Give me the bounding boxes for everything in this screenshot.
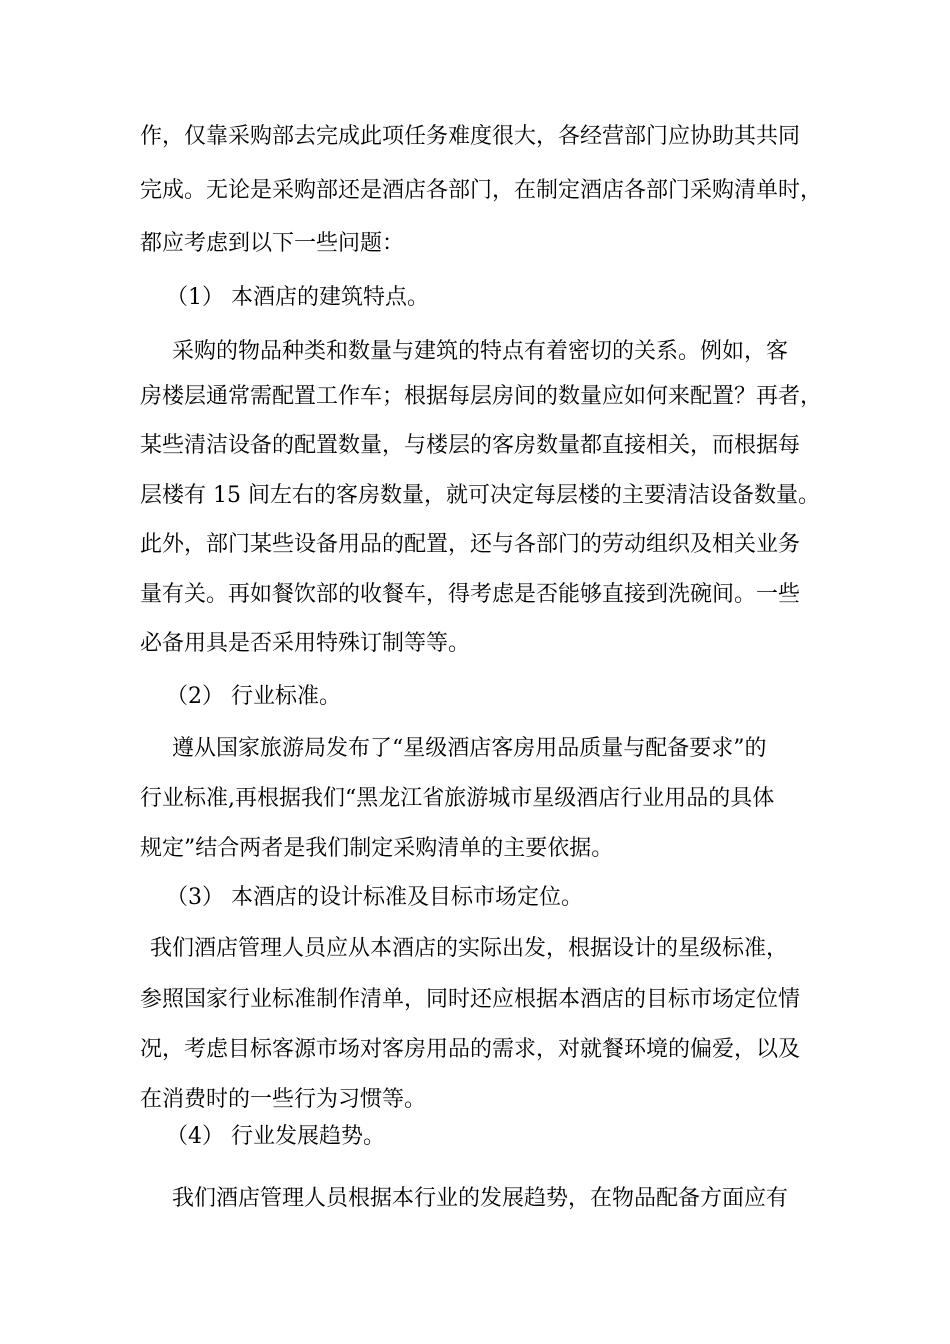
section-heading: （1） 本酒店的建筑特点。 <box>166 285 429 310</box>
text-line: 此外，部门某些设备用品的配置，还与各部门的劳动组织及相关业务 <box>140 532 801 557</box>
text-line: 在消费时的一些行为习惯等。 <box>140 1087 427 1112</box>
text-line: 作，仅靠采购部去完成此项任务难度很大，各经营部门应协助其共同 <box>140 124 801 149</box>
text-line: 行业标准,再根据我们“黑龙江省旅游城市星级酒店行业用品的具体 <box>140 786 775 811</box>
text-line: 必备用具是否采用特殊订制等等。 <box>140 631 471 656</box>
text-line: 况，考虑目标客源市场对客房用品的需求，对就餐环境的偏爱，以及 <box>140 1037 801 1062</box>
text-line: 完成。无论是采购部还是酒店各部门，在制定酒店各部门采购清单时， <box>140 178 823 203</box>
text-line: 参照国家行业标准制作清单，同时还应根据本酒店的目标市场定位情 <box>140 987 801 1012</box>
section-heading: （3） 本酒店的设计标准及目标市场定位。 <box>166 885 583 910</box>
text-line: 采购的物品种类和数量与建筑的特点有着密切的关系。例如，客 <box>172 339 789 364</box>
text-line: 房楼层通常需配置工作车；根据每层房间的数量应如何来配置？再者， <box>140 384 823 409</box>
text-line: 我们酒店管理人员应从本酒店的实际出发，根据设计的星级标准， <box>150 936 789 961</box>
text-line: 量有关。再如餐饮部的收餐车，得考虑是否能够直接到洗碗间。一些 <box>140 582 801 607</box>
section-heading: （4） 行业发展趋势。 <box>166 1124 385 1149</box>
text-line: 规定”结合两者是我们制定采购清单的主要依据。 <box>140 836 614 861</box>
text-line: 遵从国家旅游局发布了“星级酒店客房用品质量与配备要求”的 <box>172 736 767 761</box>
text-line: 都应考虑到以下一些问题： <box>140 231 405 256</box>
section-heading: （2） 行业标准。 <box>166 684 341 709</box>
text-line: 层楼有 15 间左右的客房数量，就可决定每层楼的主要清洁设备数量。 <box>140 483 820 508</box>
text-line: 我们酒店管理人员根据本行业的发展趋势，在物品配备方面应有 <box>172 1186 789 1211</box>
text-line: 某些清洁设备的配置数量，与楼层的客房数量都直接相关，而根据每 <box>140 433 801 458</box>
